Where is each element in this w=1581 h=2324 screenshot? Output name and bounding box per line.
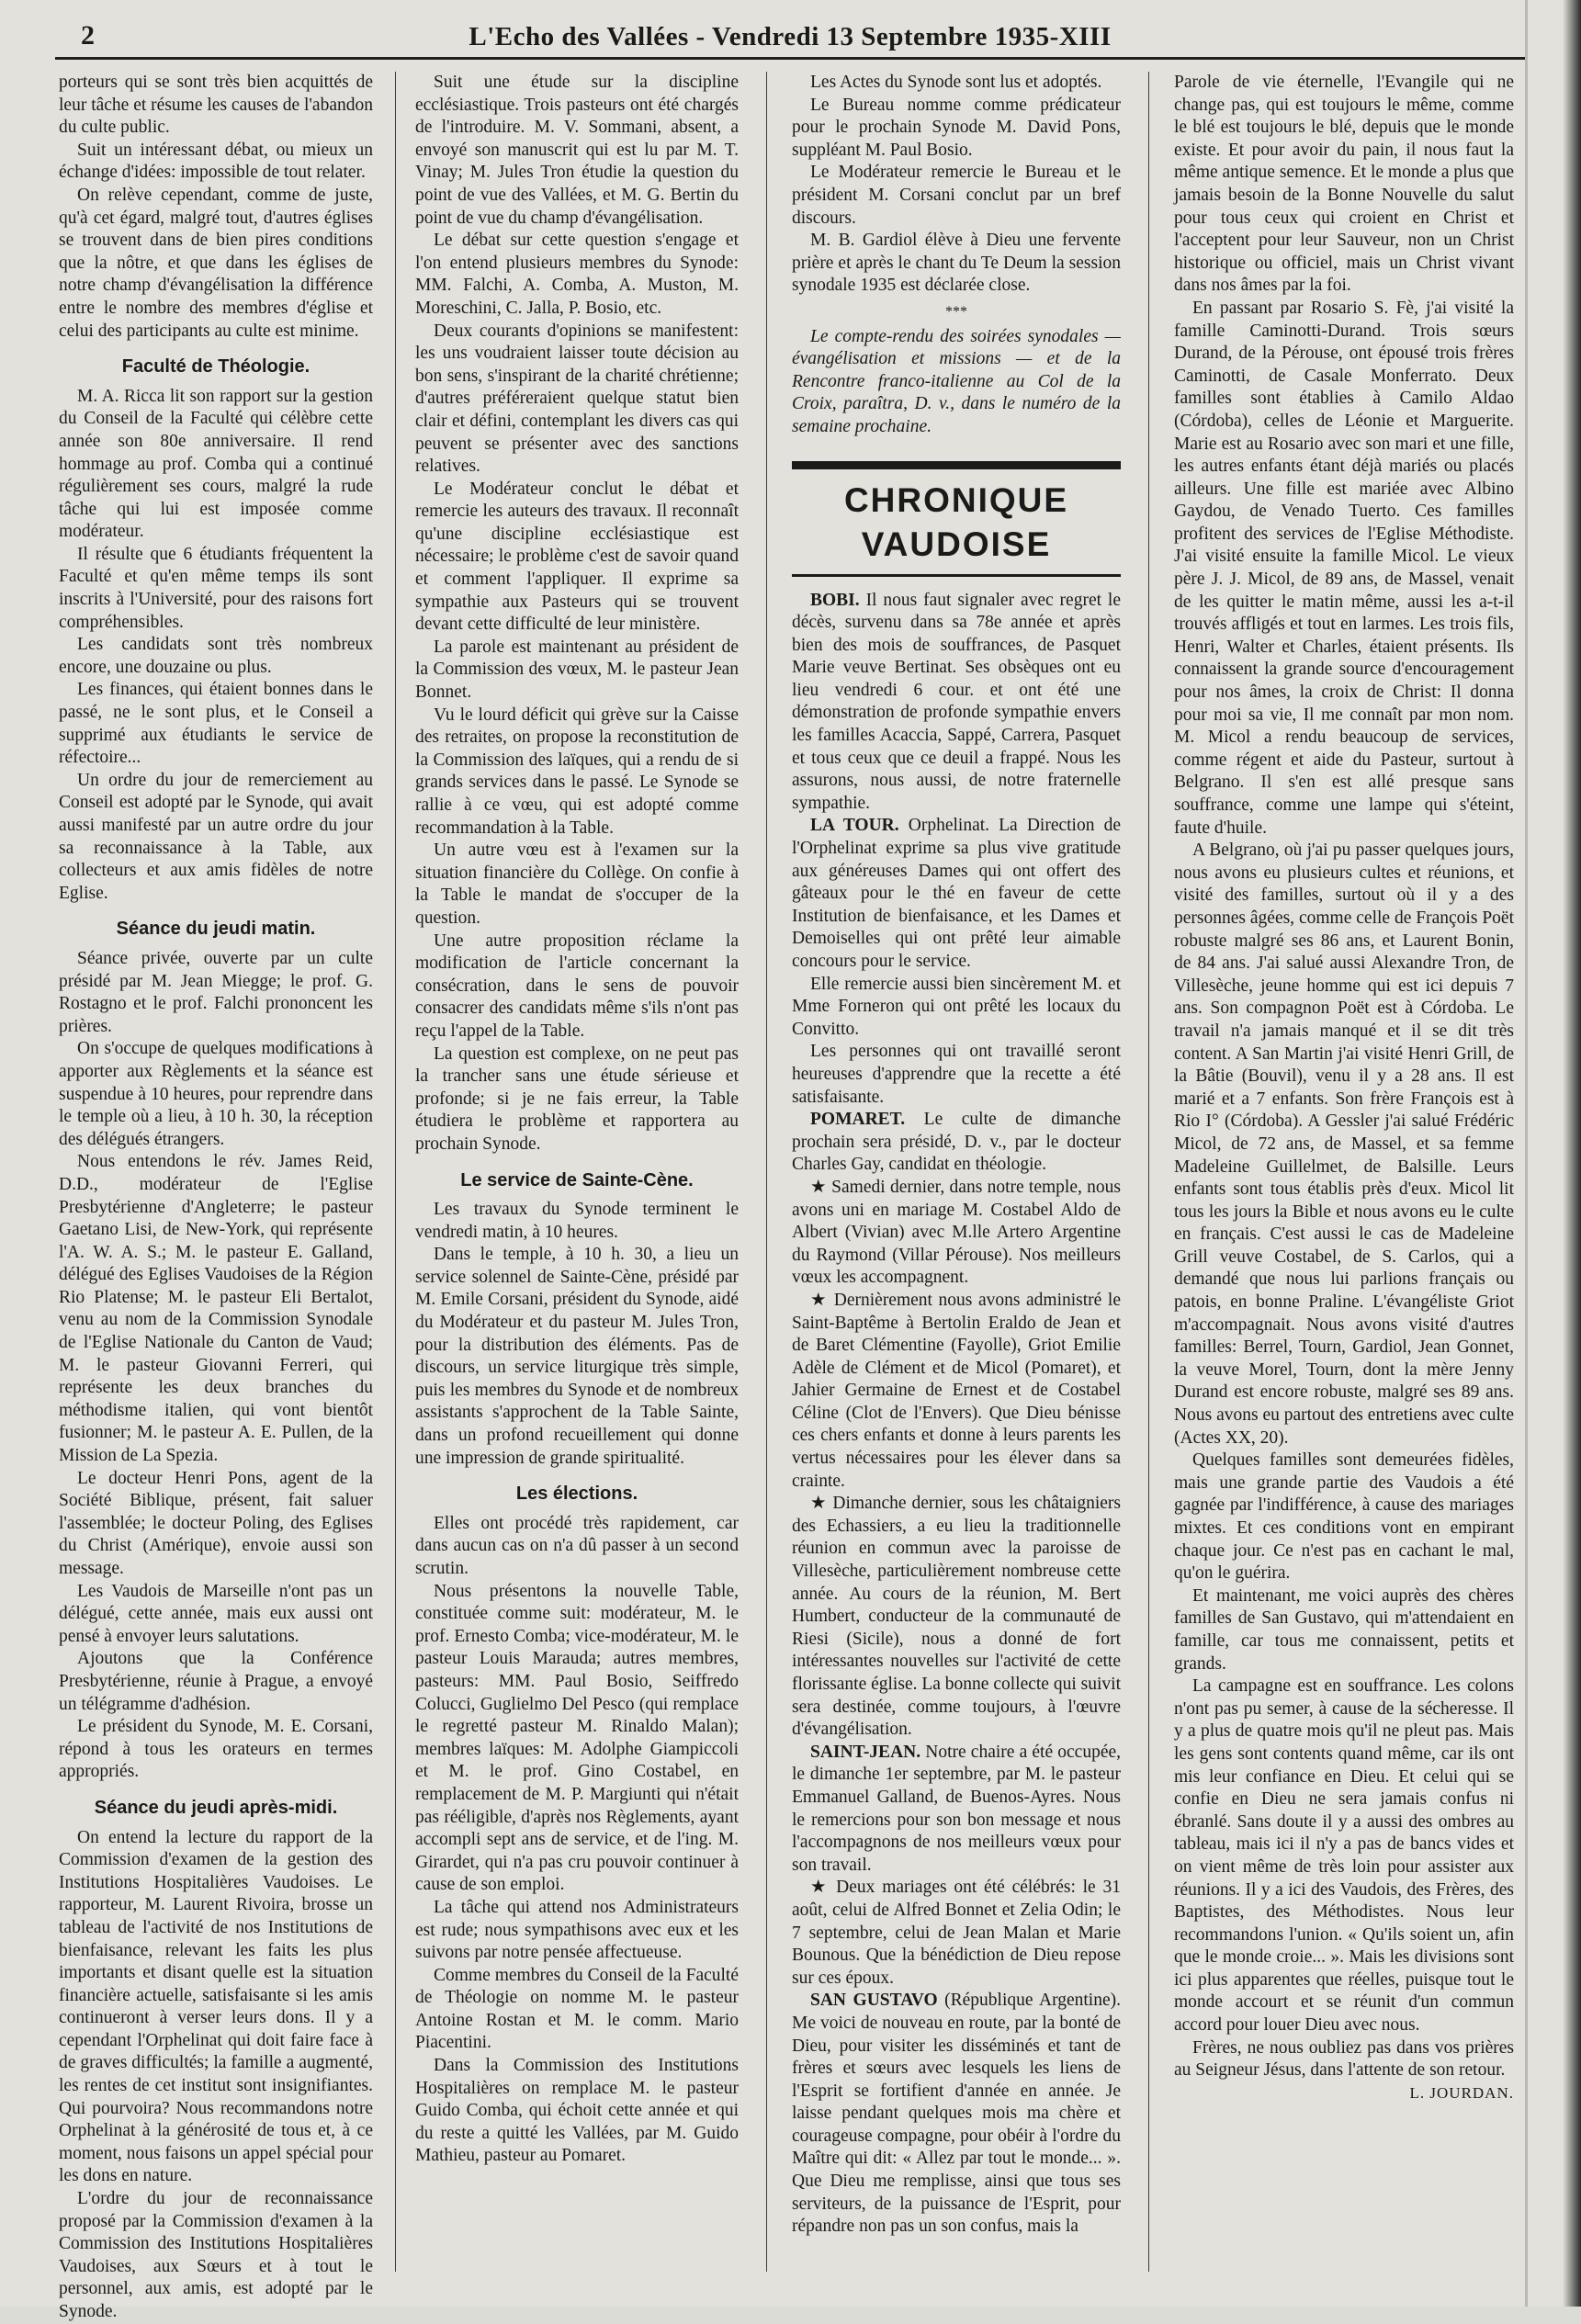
paragraph: ★ Samedi dernier, dans notre temple, nous avons uni en mariage M. Costabel Aldo de Albert (Vivian) avec M.lle Artero Argentine du Raymond (Villar Pérouse). Nos meilleurs vœux les accompagnent.	[792, 1177, 1121, 1288]
column-rule	[1148, 72, 1149, 2272]
section-heading: Les élections.	[515, 1484, 638, 1505]
news-text: Orphelinat. La Direction de l'Orphelinat exprime sa plus vive gratitude aux généreuses Dames qui ont offert des gâteaux pour le thé en faveur de cette Institution de bienfaisance, et les Dames et Demoiselles qui ont prêté leur aimable concours pour le service.	[792, 816, 1121, 971]
paragraph: La campagne est en souffrance. Les colons n'ont pas pu semer, à cause de la sécheresse. Il y a plus de quatre mois qu'il ne pleut pas. Mais les gens sont contents quand même, car ils ont mis leur confiance en Dieu. Et celui qui se confie en Dieu ne sera jamais confus ni ébranlé. Sans doute il y a aussi des ombres au tableau, mais ici il n'y a pas de bancs vides et on vient même de très loin pour assister aux réunions. Il y a ici des Vaudois, des Frères, des Baptistes, des Méthodistes. Nous leur recommandons l'union. « Qu'ils soient un, afin que le monde croie... ». Mais les divisions sont ici plus apparentes que réelles, puisque tout le monde accourt et se réunit d'un commun accord pour louer Dieu avec nous.	[1174, 1676, 1514, 2036]
thin-rule	[792, 574, 1121, 577]
paragraph: ★ Dernièrement nous avons administré le Saint-Baptême à Bertolin Eraldo de Jean et de Baret Clémentine (Fayolle), Griot Emilie Adèle de Clément et de Micol (Pomaret), et Jahier Germaine de Ernest et de Costabel Céline (Clot de l'Envers). Que Dieu bénisse ces chers enfants et donne à leurs parents les vertus nécessaires pour les élever dans sa crainte.	[792, 1290, 1121, 1491]
paragraph: Séance privée, ouverte par un culte présidé par M. Jean Miegge; le prof. G. Rostagno et le prof. Falchi prononcent les prières.	[59, 948, 373, 1036]
location-label: SAINT-JEAN.	[810, 1742, 921, 1762]
chronique-header	[792, 461, 1121, 577]
paragraph: Nous entendons le rév. James Reid, D.D., modérateur de l'Eglise Presbytérienne d'Angleterre; le pasteur Gaetano Lisi, de New-York, qui représente l'A. W. A. S.; M. le pasteur E. Galland, délégué des Eglises Vaudoises de la Région Rio Platense; M. le pasteur Eli Bertalot, venu au nom de la Commission Synodale de l'Eglise Nationale du Canton de Vaud; M. le pasteur Giovanni Ferreri, qui représente les deux branches du méthodisme italien, qui vont bientôt fusionner; M. le pasteur A. E. Pullen, de la Mission de La Spezia.	[59, 1152, 373, 1466]
paragraph: Suit une étude sur la discipline ecclésiastique. Trois pasteurs ont été chargés de l'introduire. M. V. Sommani, absent, a envoyé son manuscrit qui est lu par M. T. Vinay; M. Jules Tron étudie la question du point de vue des Vallées, et M. G. Bertin du point de vue du champ d'évangélisation.	[415, 73, 739, 228]
column-4	[1174, 72, 1514, 2276]
paragraph: Les personnes qui ont travaillé seront heureuses d'apprendre que la recette a été satisfaisante.	[792, 1042, 1121, 1107]
column-3	[792, 72, 1121, 2276]
binding-shadow	[1563, 0, 1581, 2307]
paragraph: La parole est maintenant au président de la Commission des vœux, M. le pasteur Jean Bonnet.	[415, 637, 739, 703]
paragraph: Le président du Synode, M. E. Corsani, répond à tous les orateurs en termes appropriés.	[59, 1717, 373, 1782]
news-text: Notre chaire a été occupée, le dimanche 1er septembre, par M. le pasteur Emmanuel Galland, de Buenos-Ayres. Nous le remercions pour son bon message et nous l'accompagnons de nos meilleurs vœux pour son travail.	[792, 1742, 1122, 1875]
paragraph: Dans la Commission des Institutions Hospitalières on remplace M. le pasteur Guido Comba, qui échoit cette année et qui du reste a quitté les Vallées, par M. Guido Mathieu, pasteur au Pomaret.	[415, 2056, 739, 2166]
paragraph: Les Vaudois de Marseille n'ont pas un délégué, cette année, mais eux aussi ont pensé à envoyer leurs salutations.	[59, 1581, 373, 1646]
paragraph: Le Modérateur remercie le Bureau et le président M. Corsani conclut par un bref discours.	[792, 163, 1121, 228]
section-heading: Séance du jeudi après-midi.	[94, 1797, 338, 1818]
paragraph: porteurs qui se sont très bien acquittés de leur tâche et résume les causes de l'abandon du culte public.	[59, 73, 373, 138]
chronique-title: CHRONIQUE VAUDOISE	[843, 480, 1069, 563]
news-item	[792, 1742, 1121, 1878]
column-2	[415, 72, 739, 2276]
paragraph: Deux courants d'opinions se manifestent: les uns voudraient laisser toute décision au bon sens, s'inspirant de la charité chrétienne; d'autres préféreraient quelque statut bien clair et défini, contemplant les divers cas qui peuvent se présenter avec des sanctions relatives.	[415, 321, 739, 477]
paragraph: Les travaux du Synode terminent le vendredi matin, à 10 heures.	[415, 1200, 739, 1242]
paragraph: Dans le temple, à 10 h. 30, a lieu un service solennel de Sainte-Cène, présidé par M. Emile Corsani, président du Synode, aidé du Modérateur et du pasteur M. Jules Tron, pour la distribution des éléments. Pas de discours, un service liturgique très simple, puis les membres du Synode et de nombreux assistants s'approchent de la Table Sainte, dans un profond recueillement qui donne une impression de grande spiritualité.	[415, 1245, 739, 1468]
heavy-rule	[792, 461, 1121, 469]
paragraph: Le débat sur cette question s'engage et l'on entend plusieurs membres du Synode: MM. Falchi, A. Comba, A. Muston, M. Moreschini, C. Jalla, P. Bosio, etc.	[415, 231, 739, 318]
paragraph: On s'occupe de quelques modifications à apporter aux Règlements et la séance est suspendue à 10 heures, pour reprendre dans le temple où a lieu, à 10 h. 30, la réception des délégués étrangers.	[59, 1039, 373, 1149]
news-item	[792, 815, 1121, 973]
paragraph: Les Actes du Synode sont lus et adoptés.	[810, 73, 1102, 92]
location-label: SAN GUSTAVO	[810, 1991, 938, 2011]
paragraph: Un autre vœu est à l'examen sur la situation financière du Collège. On confie à la Table le mandat de s'occuper de la question.	[415, 840, 739, 928]
paragraph: On entend la lecture du rapport de la Commission d'examen de la gestion des Institutions Hospitalières Vaudoises. Le rapporteur, M. Laurent Rivoira, brosse un tableau de l'activité de nos Institutions de bienfaisance, relevant les faits les plus importants et disant quelle est la situation financière actuelle, satisfaisante si les amis continueront à verser leurs dons. Il y a cependant l'Orphelinat qui doit faire face à de graves difficultés; la famille a augmenté, les rentes de cet institut sont insignifiantes. Qui pourvoira? Nous recommandons notre Orphelinat à la générosité de tous et, à ce moment, nous faisons un appel spécial pour les dons en nature.	[59, 1827, 373, 2186]
separator-stars: ***	[945, 303, 967, 320]
column-1	[59, 72, 373, 2321]
section-heading: Faculté de Théologie.	[121, 356, 311, 378]
paragraph: Parole de vie éternelle, l'Evangile qui ne change pas, qui est toujours le même, comme le blé est toujours le blé, depuis que le monde existe. Et pour avoir du pain, il nous faut la même antique semence. Et le monde a plus que jamais besoin de la Bonne Nouvelle du salut pour tous ceux qui croient en Christ et l'acceptent pour leur Sauveur, non un Christ historique ou officiel, mais un Christ vivant dans nos âmes par la foi.	[1174, 73, 1514, 296]
page-crease	[1525, 0, 1528, 2307]
paragraph: Les candidats sont très nombreux encore, une douzaine ou plus.	[59, 635, 373, 677]
news-item	[792, 1109, 1121, 1177]
editorial-note: Le compte-rendu des soirées synodales — évangélisation et missions — et de la Rencontre franco-italienne au Col de la Croix, paraîtra, D. v., dans le numéro de la semaine prochaine.	[792, 326, 1121, 436]
paragraph: ★ Deux mariages ont été célébrés: le 31 août, celui de Alfred Bonnet et Zelia Odin; le 7 septembre, celui de Jean Malan et Marie Bounous. Que la bénédiction de Dieu repose sur ces époux.	[792, 1878, 1121, 1988]
paragraph: Elle remercie aussi bien sincèrement M. et Mme Forneron qui ont prêté les locaux du Convitto.	[792, 974, 1121, 1039]
section-heading: Séance du jeudi matin.	[116, 919, 316, 940]
paragraph: ★ Dimanche dernier, sous les châtaigniers des Echassiers, a eu lieu la traditionnelle réunion en commun avec la paroisse de Villesèche, particulièrement nombreuse cette année. Au cours de la réunion, M. Bert Humbert, conducteur de la communauté de Riesi (Sicile), nous a donné de fort intéressantes nouvelles sur l'activité de cette florissante église. La bonne collecte qui suivit sera destinée, comme toujours, à l'œuvre d'évangélisation.	[792, 1494, 1121, 1740]
signature: L. JOURDAN.	[1409, 2083, 1514, 2102]
news-item	[792, 590, 1121, 816]
column-rule	[395, 72, 396, 2272]
paragraph: Quelques familles sont demeurées fidèles, mais une grande partie des Vaudois a été gagnée par l'indifférence, à cause des mariages mixtes. Et ces conditions vont en empirant chaque jour. Ce n'est pas en cachant le mal, qu'on le guérira.	[1174, 1450, 1514, 1584]
news-item	[792, 1990, 1121, 2239]
location-label: LA TOUR.	[810, 816, 899, 836]
paragraph: Le Modérateur conclut le débat et remercie les auteurs des travaux. Il reconnaît qu'une discipline ecclésiastique est nécessaire; le problème c'est de savoir quand et comment l'appliquer. Il exprime sa sympathie aux Pasteurs qui se trouvent devant cette difficulté de leur ministère.	[415, 479, 739, 635]
masthead-title: L'Echo des Vallées - Vendredi 13 Septembre 1935-XIII	[469, 22, 1112, 51]
news-text: Le culte de dimanche prochain sera présidé, D. v., par le docteur Charles Gay, candidat en théologie.	[792, 1110, 1121, 1175]
paragraph: Vu le lourd déficit qui grève sur la Caisse des retraites, on propose la reconstitution de la Commission des laïques, qui a rendu de si grands services dans le passé. Le Synode se rallie à ce vœu, qui est adopté comme recommandation à la Table.	[415, 705, 739, 838]
location-label: POMARET.	[810, 1110, 906, 1130]
page-header	[55, 17, 1525, 60]
section-heading: Le service de Sainte-Cène.	[460, 1169, 694, 1190]
paragraph: Le docteur Henri Pons, agent de la Société Biblique, présent, fait saluer l'assemblée; le docteur Poling, des Eglises du Christ (Amérique), envoie aussi son message.	[59, 1468, 373, 1578]
paragraph: Le Bureau nomme comme prédicateur pour le prochain Synode M. David Pons, suppléant M. Paul Bosio.	[792, 95, 1121, 160]
paragraph: Il résulte que 6 étudiants fréquentent la Faculté et qu'en même temps ils sont inscrits à l'Université, pour des raisons fort compréhensibles.	[59, 544, 373, 632]
paragraph: Comme membres du Conseil de la Faculté de Théologie on nomme M. le pasteur Antoine Rostan et M. le comm. Mario Piacentini.	[415, 1965, 739, 2053]
paragraph: A Belgrano, où j'ai pu passer quelques jours, nous avons eu plusieurs cultes et réunions, et visité des familles, surtout où il y a des personnes âgées, comme celle de François Poët robuste malgré ses 86 ans, et Laurent Bonin, de 84 ans. J'ai salué aussi Alexandre Tron, de Villesèche, jeune homme qui est ici depuis 7 ans. Son compagnon Poët est à Córdoba. Le travail n'a jamais manqué et il se dit très content. A San Martin j'ai visité Henri Grill, de la Bâtie (Bouvil), venu il y a 28 ans. Il est marié et a 7 enfants. Son frère François est à Rio I° (Córdoba). A Gessler j'ai salué Frédéric Micol, de 72 ans, de Massel, et sa femme Madeleine Guillelmet, de Balsille. Leurs enfants sont tous établis près d'eux. Micol lit tous les jours la Bible et nous avons eu le culte en français. C'est aussi le cas de Madeleine Grill veuve Costabel, de S. Carlos, qui a demandé que nous lui parlions français ou patois, en bonne Praline. L'évangéliste Griot m'accompagnait. Nous avons visité d'autres familles: Berrel, Tourn, Gardiol, Jean Gonnet, la veuve Morel, Tourn, dont la mère Jenny Durand est encore robuste, malgré ses 89 ans. Nous avons eu partout des entretiens avec culte (Actes XX, 20).	[1174, 840, 1514, 1448]
location-label: BOBI.	[810, 590, 860, 610]
paragraph: On relève cependant, comme de juste, qu'à cet égard, malgré tout, d'autres églises se trouvent dans de bien pires conditions que la nôtre, et que dans les églises de notre champ d'évangélisation la différence entre le nombre des membres d'église et celui des participants au culte est minime.	[59, 185, 373, 341]
page-number: 2	[81, 20, 95, 51]
column-rule	[766, 72, 767, 2272]
paragraph: Ajoutons que la Conférence Presbytérienne, réunie à Prague, a envoyé un télégramme d'adhésion.	[59, 1649, 373, 1714]
paragraph: En passant par Rosario S. Fè, j'ai visité la famille Caminotti-Durand. Trois sœurs Durand, de la Pérouse, ont épousé trois frères Caminotti, de Casale Monferrato. Deux familles sont établies à Camilo Aldao (Córdoba), celles de Léonie et Marguerite. Marie est au Rosario avec son mari et une fille, les autres enfants étant déjà mariés ou placés ailleurs. Une fille est mariée avec Albino Gaydou, de Venado Tuerto. Ces familles profitent des services de l'Eglise Méthodiste. J'ai visité ensuite la famille Micol. Le vieux père J. J. Micol, de 89 ans, de Massel, venait de les quitter le matin même, aussi les a-t-il trouvés affligés et tout en larmes. Les trois fils, Henri, Walter et Charles, étaient présents. Ils connaissent la grande source d'encouragement pour nos âmes, la croix de Christ: Il donna pour moi sa vie, Il me connaît par mon nom. M. Micol a rendu beaucoup de services, comme régent et aide du Pasteur, surtout à Belgrano. Il s'en est allé presque sans souffrance, comme une lampe qui s'éteint, faute d'huile.	[1174, 298, 1514, 838]
paragraph: La tâche qui attend nos Administrateurs est rude; nous sympathisons avec eux et les suivons par notre pensée affectueuse.	[415, 1897, 739, 1963]
paragraph: Une autre proposition réclame la modification de l'article concernant la consécration, dans le sens de pouvoir consacrer des candidats même s'ils n'ont pas reçu l'appel de la Table.	[415, 931, 739, 1041]
news-text: Il nous faut signaler avec regret le décès, survenu dans sa 78e année et après bien des mois de souffrances, de Pasquet Marie veuve Bertinat. Ses obsèques ont eu lieu vendredi 6 cour. et ont été une démonstration de profonde sympathie envers les familles Acaccia, Sappé, Carrera, Pasquet et tous ceux que ce deuil a frappé. Nous les assurons, nous aussi, de notre fraternelle sympathie.	[792, 590, 1121, 813]
paragraph: M. B. Gardiol élève à Dieu une fervente prière et après le chant du Te Deum la session synodale 1935 est déclarée close.	[792, 231, 1121, 296]
paragraph: M. A. Ricca lit son rapport sur la gestion du Conseil de la Faculté qui célèbre cette année son 80e anniversaire. Il rend hommage au prof. Comba qui a continué régulièrement ses cours, malgré la rude tâche qui lui est imposée comme modérateur.	[59, 386, 373, 542]
paragraph: Frères, ne nous oubliez pas dans vos prières au Seigneur Jésus, dans l'attente de son retour.	[1174, 2037, 1514, 2081]
news-text: (République Argentine). Me voici de nouveau en route, par la bonté de Dieu, pour visiter les disséminés et tant de frères et sœurs avec lesquels les liens de l'Esprit se fortifient d'année en année. Je laisse pendant quelques mois ma chère et courageuse compagne, pour obéir à l'ordre du Maître qui dit: « Allez par tout le monde... ». Que Dieu me remplisse, ainsi que tous ses serviteurs, de la puissance de l'Esprit, pour répandre non pas un son confus, mais la	[792, 1991, 1121, 2237]
paragraph: Et maintenant, me voici auprès des chères familles de San Gustavo, qui m'attendaient en famille, car tous me connaissent, petits et grands.	[1174, 1585, 1514, 1674]
paragraph: Les finances, qui étaient bonnes dans le passé, ne le sont plus, et le Conseil a supprimé aux étudiants le service de réfectoire...	[59, 680, 373, 768]
paragraph: Elles ont procédé très rapidement, car dans aucun cas on n'a dû passer à un second scrutin.	[415, 1513, 739, 1578]
paragraph: La question est complexe, on ne peut pas la trancher sans une étude sérieuse et profonde; si je ne fais erreur, la Table étudiera le problème et rapportera au prochain Synode.	[415, 1044, 739, 1154]
paragraph: L'ordre du jour de reconnaissance proposé par la Commission d'examen à la Commission des Institutions Hospitalières Vaudoises, aux Sœurs et à tout le personnel, aux amis, est adopté par le Synode.	[59, 2189, 373, 2321]
paragraph: Un ordre du jour de remerciement au Conseil est adopté par le Synode, qui avait aussi manifesté par un autre ordre du jour sa reconnaissance à la Table, aux collecteurs et aux amis fidèles de notre Eglise.	[59, 770, 373, 903]
paragraph: Nous présentons la nouvelle Table, constituée comme suit: modérateur, M. le prof. Ernesto Comba; vice-modérateur, M. le pasteur Louis Marauda; autres membres, pasteurs: MM. Paul Bosio, Seiffredo Colucci, Guglielmo Del Pesco (qui remplace le regretté pasteur M. Rinaldo Malan); membres laïques: M. Adolphe Giampiccoli et M. le prof. Gino Costabel, en remplacement de M. P. Margiunti qui n'était pas rééligible, d'après nos Règlements, ayant accompli sept ans de service, et de l'ing. M. Girardet, qui n'a pas cru pouvoir continuer à cause de son emploi.	[415, 1581, 739, 1895]
paragraph: Suit un intéressant débat, ou mieux un échange d'idées: impossible de tout relater.	[59, 140, 373, 183]
